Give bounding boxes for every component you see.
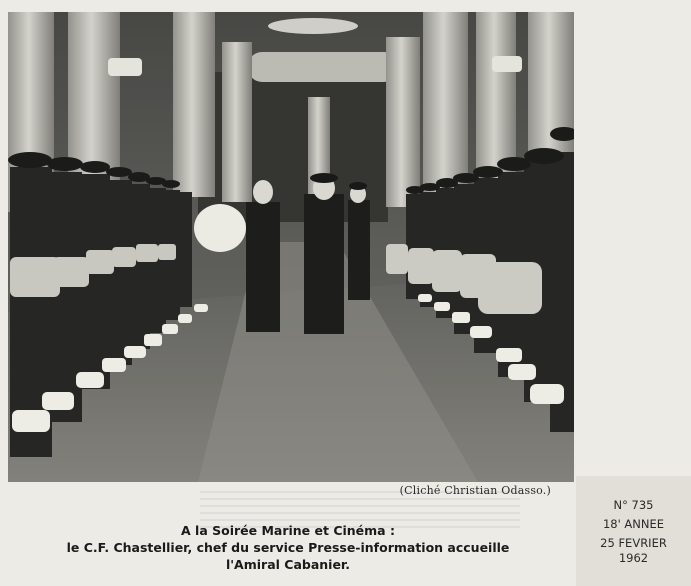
photo-credit: (Cliché Christian Odasso.) — [399, 484, 551, 497]
issue-year-label: 18' ANNEE — [602, 517, 665, 531]
photo-caption — [0, 522, 576, 573]
issue-info — [576, 496, 691, 564]
caption-line-3: l'Amiral Cabanier. — [225, 557, 351, 572]
issue-date: 25 FEVRIER — [600, 536, 667, 550]
issue-year: 1962 — [618, 551, 649, 565]
caption-line-2: le C.F. Chastellier, chef du service Presse-information accueille — [66, 540, 510, 555]
issue-number: N° 735 — [613, 498, 654, 512]
caption-line-1: A la Soirée Marine et Cinéma : — [181, 523, 395, 538]
press-photograph — [8, 12, 574, 482]
photo-illustration — [8, 12, 574, 482]
